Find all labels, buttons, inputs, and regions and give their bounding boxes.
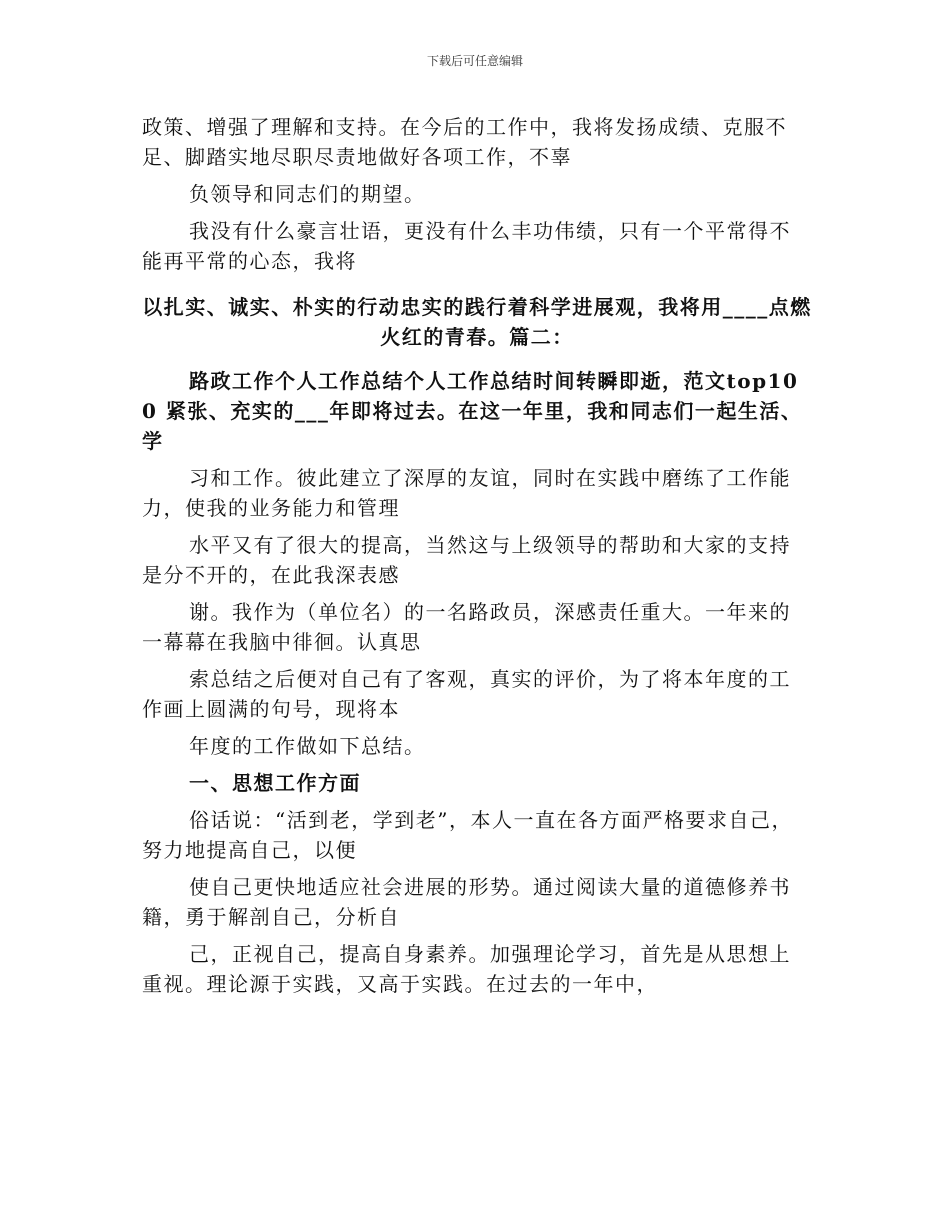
- page-header: 下载后可任意编辑: [426, 54, 523, 68]
- document-body: [142, 112, 812, 1006]
- paragraph-11: 己，正视自己，提高自身素养。加强理论学习，首先是从思想上重视。理论源于实践，又高于实践。在过去的一年中，: [142, 942, 791, 996]
- section-heading-1: 一、思想工作方面: [189, 771, 361, 795]
- paragraph-2: 负领导和同志们的期望。: [189, 182, 426, 206]
- bold-paragraph-1: 以扎实、诚实、朴实的行动忠实的践行着科学进展观，我将用____点燃火红的青春。篇二：: [142, 295, 812, 349]
- paragraph-9: 俗话说：“活到老，学到老”，本人一直在各方面严格要求自己，努力地提高自己，以便: [142, 808, 793, 862]
- paragraph-4: 习和工作。彼此建立了深厚的友谊，同时在实践中磨练了工作能力，使我的业务能力和管理: [142, 466, 791, 520]
- paragraph-1: 政策、增强了理解和支持。在今后的工作中，我将发扬成绩、克服不足、脚踏实地尽职尽责地做好各项工作，不辜: [142, 115, 787, 169]
- paragraph-5: 水平又有了很大的提高，当然这与上级领导的帮助和大家的支持是分不开的，在此我深表感: [142, 533, 791, 587]
- paragraph-8: 年度的工作做如下总结。: [189, 734, 426, 758]
- bold-paragraph-2: 路政工作个人工作总结个人工作总结时间转瞬即逝，范文top100 紧张、充实的___年即将过去。在这一年里，我和同志们一起生活、学: [142, 369, 803, 453]
- paragraph-6: 谢。我作为（单位名）的一名路政员，深感责任重大。一年来的一幕幕在我脑中徘徊。认真思: [142, 600, 791, 654]
- paragraph-10: 使自己更快地适应社会进展的形势。通过阅读大量的道德修养书籍，勇于解剖自己，分析自: [142, 875, 791, 929]
- paragraph-3: 我没有什么豪言壮语，更没有什么丰功伟绩，只有一个平常得不能再平常的心态，我将: [142, 219, 791, 273]
- paragraph-7: 索总结之后便对自己有了客观，真实的评价，为了将本年度的工作画上圆满的句号，现将本: [142, 667, 791, 721]
